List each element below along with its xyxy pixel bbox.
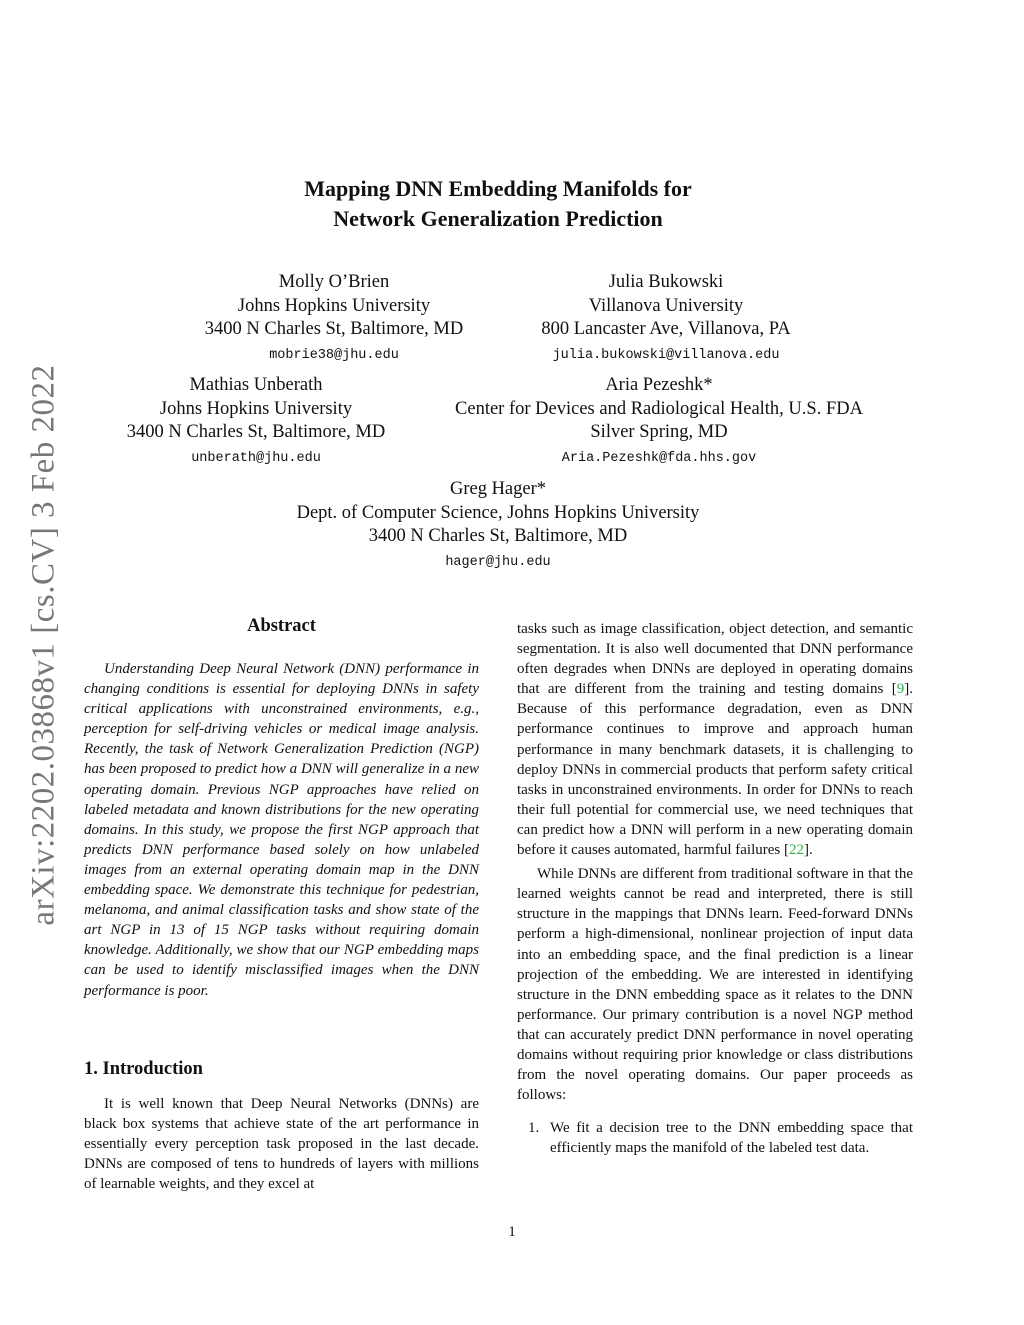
citation-link-22[interactable]: 22 <box>788 842 804 859</box>
author-address: 3400 N Charles St, Baltimore, MD <box>204 319 464 339</box>
author-block-bukowski <box>506 271 826 366</box>
author-email[interactable]: hager@jhu.edu <box>445 554 551 570</box>
author-address: 800 Lancaster Ave, Villanova, PA <box>541 319 791 339</box>
author-name: Molly O’Brien <box>278 272 390 292</box>
author-email[interactable]: julia.bukowski@villanova.edu <box>552 347 780 363</box>
arxiv-identifier-stamp: arXiv:2202.03868v1 [cs.CV] 3 Feb 2022 <box>25 364 62 926</box>
abstract-body: Understanding Deep Neural Network (DNN) performance in changing conditions is essential for deploying DNNs in safety critical applications with unconstrained environments, e.g., perception for self-driving vehicles or medical image analysis. Recently, the task of Network Generalization Prediction (NGP) has been proposed to predict how a DNN will generalize in a new operating domain. Previous NGP approaches have relied on labeled metadata and known distributions for the new operating domains. In this study, we propose the first NGP approach that predicts DNN performance based solely on how unlabeled images from an external operating domain map in the DNN embedding space. We demonstrate this technique for pedestrian, melanoma, and animal classification tasks and show state of the art NGP in 13 of 15 NGP tasks without requiring domain knowledge. Additionally, we show that our NGP embedding maps can be used to identify misclassified images when the DNN performance is poor. <box>84 661 479 999</box>
author-affiliation: Johns Hopkins University <box>159 398 353 419</box>
paper-title <box>150 174 846 234</box>
citation-link-9[interactable]: 9 <box>896 681 905 698</box>
page-number: 1 <box>508 1224 516 1240</box>
author-block-unberath <box>96 374 416 469</box>
author-name: Mathias Unberath <box>189 375 323 395</box>
author-block-hager <box>250 478 746 573</box>
author-email[interactable]: unberath@jhu.edu <box>191 450 321 466</box>
paper-title-line-2: Network Generalization Prediction <box>333 206 663 231</box>
author-email[interactable]: Aria.Pezeshk@fda.hhs.gov <box>561 450 757 466</box>
right-column <box>517 619 913 1158</box>
author-address: 3400 N Charles St, Baltimore, MD <box>126 422 386 442</box>
author-address: 3400 N Charles St, Baltimore, MD <box>368 526 628 546</box>
author-name: Julia Bukowski <box>608 272 724 292</box>
author-block-pezeshk <box>420 374 898 469</box>
right-column-paragraph-2: While DNNs are different from traditional software in that the learned weights cannot be read and interpreted, there is still structure in the mappings that DNNs learn. Feed-forward DNNs perform a high-dimensional, nonlinear projection of input data into an embedding space, and the final prediction is a linear projection of the embedding. We are interested in identifying structure in the DNN embedding space as it relates to the DNN performance. Our primary contribution is a novel NGP method that can accurately predict DNN performance in novel operating domains without requiring prior knowledge or class distributions from the novel operating domains. Our paper proceeds as follows: <box>517 866 913 1104</box>
right-column-paragraph-1: tasks such as image classification, object detection, and semantic segmentation. It is also well documented that DNN performance often degrades when DNNs are deployed in operating domains that are different from the training and testing domains [9]. Because of this performance degradation, even as DNN performance continues to improve and approach human performance in many benchmark datasets, it is challenging to deploy DNNs in commercial products that perform safety critical tasks in unconstrained environments. In order for DNNs to reach their full potential for commercial use, we need techniques that can predict how a DNN will perform in a new operating domain before it causes automated, harmful failures [22]. <box>517 621 913 859</box>
author-affiliation: Center for Devices and Radiological Health, U.S. FDA <box>455 398 863 419</box>
author-affiliation: Villanova University <box>588 295 744 316</box>
introduction-paragraph-1: It is well known that Deep Neural Networks (DNNs) are black box systems that achieve state of the art performance in essentially every perception task proposed in the last decade. DNNs are composed of tens to hundreds of layers with millions of learnable weights, and they excel at <box>84 1096 479 1193</box>
abstract-heading: Abstract <box>247 616 316 636</box>
author-name: Aria Pezeshk* <box>605 375 713 395</box>
list-item-text: We fit a decision tree to the DNN embedding space that efficiently maps the manifold of the labeled test data. <box>550 1120 913 1157</box>
author-affiliation: Dept. of Computer Science, Johns Hopkins University <box>296 502 700 523</box>
author-email[interactable]: mobrie38@jhu.edu <box>269 347 399 363</box>
author-affiliation: Johns Hopkins University <box>237 295 431 316</box>
author-address: Silver Spring, MD <box>590 422 728 442</box>
introduction-heading: 1. Introduction <box>84 1059 203 1079</box>
paper-title-line-1: Mapping DNN Embedding Manifolds for <box>304 176 692 201</box>
contribution-list-item <box>517 1118 913 1158</box>
author-block-obrien <box>174 271 494 366</box>
list-item-number: 1. <box>528 1120 540 1137</box>
author-name: Greg Hager* <box>449 479 547 499</box>
